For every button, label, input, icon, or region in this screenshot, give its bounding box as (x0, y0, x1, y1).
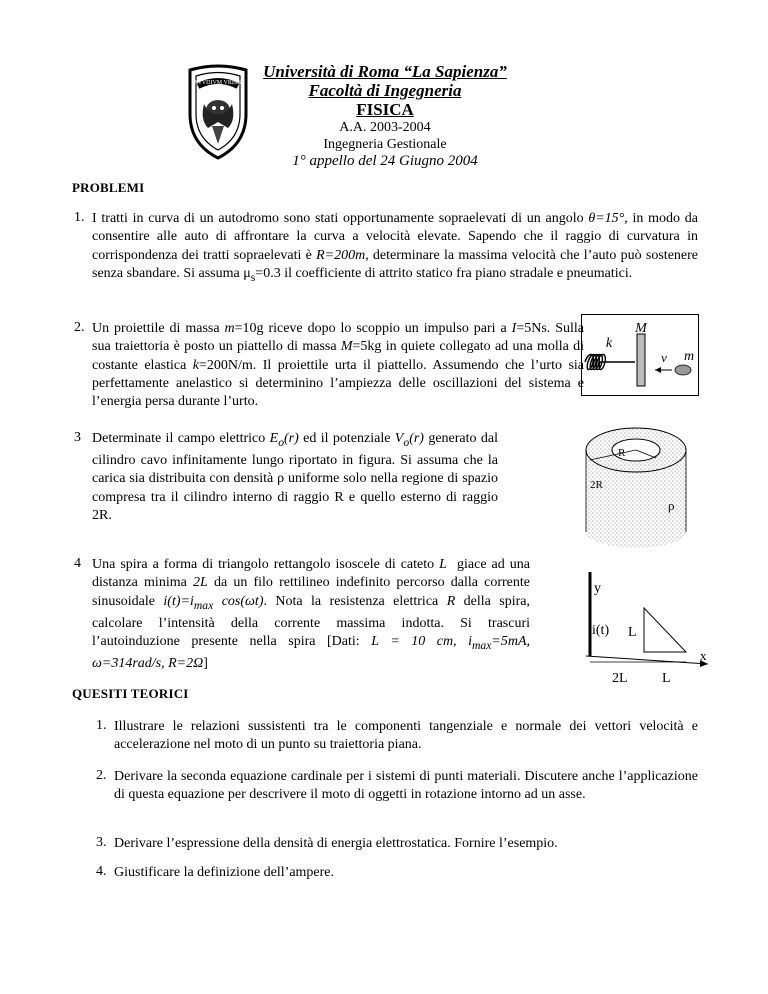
header (240, 62, 530, 170)
faculty-name: Facoltà di Ingegneria (308, 81, 462, 100)
question-text: Illustrare le relazioni sussistenti tra le componenti tangenziale e normale dei vettori velocità e accelerazione nel moto di un punto su traiettoria piana. (114, 719, 698, 753)
problem-number: 1. (74, 210, 85, 225)
y-axis-label: y (594, 581, 601, 596)
problem-1 (74, 210, 698, 287)
spring-figure (581, 314, 699, 396)
side-L-label: L (628, 625, 637, 640)
theory-4 (96, 864, 698, 882)
question-number: 4. (96, 864, 107, 879)
exam-date: 1° appello del 24 Giugno 2004 (292, 153, 478, 169)
x-axis-label: x (700, 648, 707, 663)
velocity-v-label: v (661, 350, 667, 365)
seal-text: STVDIVM VRBIS (194, 80, 242, 86)
loop-figure (582, 566, 712, 686)
theory-3 (96, 835, 698, 853)
spring-k-label: k (605, 336, 613, 351)
course-name: Ingegneria Gestionale (323, 137, 447, 152)
cylinder-figure (580, 420, 692, 550)
problems-title: PROBLEMI (72, 180, 145, 195)
distance-2L-label: 2L (612, 671, 628, 686)
theory-1 (96, 718, 698, 755)
question-text: Derivare l’espressione della densità di energia elettrostatica. Fornire l’esempio. (114, 836, 558, 851)
theory-title: QUESITI TEORICI (72, 686, 189, 701)
problem-number: 2. (74, 320, 85, 335)
question-text: Giustificare la definizione dell’ampere. (114, 865, 335, 880)
academic-year: A.A. 2003-2004 (339, 120, 431, 135)
mass-M-label: M (635, 321, 647, 336)
question-number: 2. (96, 768, 107, 783)
problem-number: 3 (74, 430, 81, 445)
question-text: Derivare la seconda equazione cardinale per i sistemi di punti materiali. Discutere anche l’applicazione di questa equazione per descrivere il moto di oggetti in rotazione intorno ad un asse. (114, 769, 698, 803)
question-number: 1. (96, 718, 107, 733)
problem-number: 4 (74, 556, 81, 571)
problem-text: Determinate il campo elettrico $E_o(r)$ ed il potenziale $V_o(r)$ generato dal cilindro cavo infinitamente lungo riportato in figura. Si assuma che la carica sia distribuita con densità ρ uniforme solo nella regione di spazio compresa tra il cilindro interno di raggio R e quello esterno di raggio 2R. (92, 431, 498, 523)
problem-text: Un proiettile di massa m=10g riceve dopo lo scoppio un impulso pari a I=5Ns. Sulla sua traiettoria è posto un piattello di massa M=5kg in quiete collegato ad una molla di costante elastica k=200N/m. Il proiettile urta il piattello. Assumendo che l’urto sia perfettamente anelastico si determinino l’ampiezza delle oscillazioni del sistema e l’energia persa durante l’urto. (92, 321, 585, 410)
problem-2 (74, 320, 584, 411)
outer-radius-label: 2R (590, 479, 603, 491)
rho-label: ρ (668, 498, 675, 513)
mass-m-label: m (683, 349, 695, 364)
current-label: i(t) (592, 623, 610, 638)
university-name: Università di Roma “La Sapienza” (263, 62, 507, 81)
problem-text: Una spira a forma di triangolo rettangolo isoscele di cateto L giace ad una distanza minima 2L da un filo rettilineo indefinito percorso dalla corrente sinusoidale $i(t)=i_{max}$ cos(ωt). Nota la resistenza elettrica R della spira, calcolare l’intensità della corrente massima indotta. Si trascuri l’autoinduzione presente nella spira [Dati: L = 10 cm, $i_{max}=5mA$, ω=314rad/s, R=2Ω] (92, 557, 531, 672)
problem-3 (74, 430, 498, 525)
inner-radius-label: R (618, 447, 626, 459)
bottom-L-label: L (662, 671, 671, 686)
theory-2 (96, 768, 698, 805)
problem-4 (74, 556, 530, 673)
question-number: 3. (96, 835, 107, 850)
department-name: FISICA (356, 100, 414, 119)
problem-text: I tratti in curva di un autodromo sono stati opportunamente sopraelevati di un angolo θ=15°, in modo da consentire alle auto di affrontare la curva a velocità elevate. Sapendo che il raggio di curvatura in corrispondenza dei tratti sopraelevati è R=200m, determinare la massima velocità che l’auto può sostenere senza sbandare. Si assuma $\mu_s=0.3$ il coefficiente di attrito statico fra piano stradale e pneumatici. (92, 211, 698, 284)
